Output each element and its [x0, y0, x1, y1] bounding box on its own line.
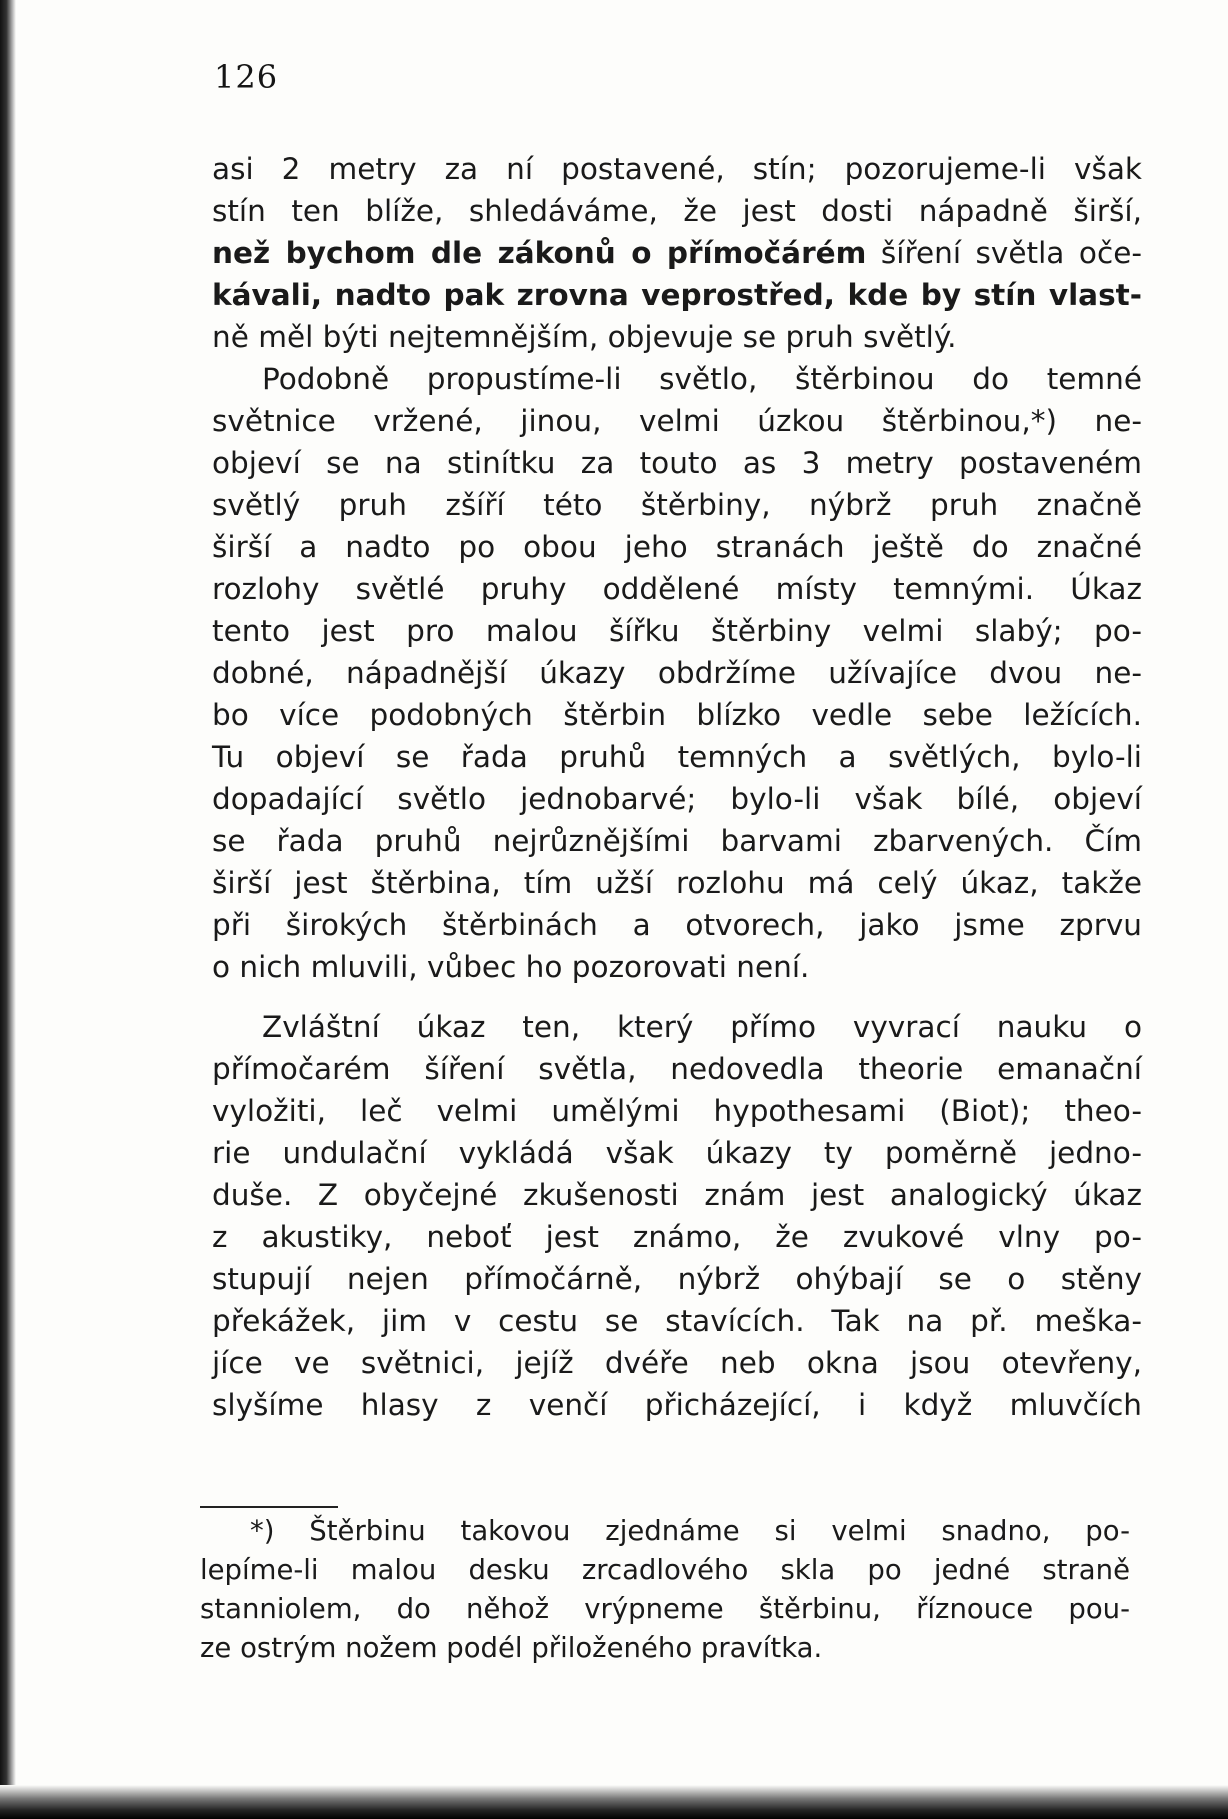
bold-text-run: než bychom dle zákonů o přímočárém: [212, 236, 867, 270]
text-line: z akustiky, neboť jest známo, že zvukové vlny po-: [212, 1220, 1142, 1254]
text-line: jíce ve světnici, jejíž dvéře neb okna jsou otevřeny,: [212, 1346, 1142, 1380]
text-line: [212, 274, 1142, 316]
text-line: slyšíme hlasy z venčí přicházející, i když mluvčích: [212, 1388, 1142, 1422]
text-line: dobné, nápadnější úkazy obdržíme užívajíce dvou ne-: [212, 656, 1142, 690]
text-line: rozlohy světlé pruhy oddělené místy temnými. Úkaz: [212, 572, 1142, 606]
text-line: světlý pruh zšíří této štěrbiny, nýbrž pruh značně: [212, 488, 1142, 522]
footnote-line: stanniolem, do něhož vrýpneme štěrbinu, říznouce pou-: [200, 1593, 1130, 1625]
text-line: asi 2 metry za ní postavené, stín; pozorujeme-li však: [212, 152, 1142, 186]
bold-text-run: kávali, nadto pak zrovna veprostřed, kde by stín vlast-: [212, 278, 1142, 312]
text-line: Tu objeví se řada pruhů temných a světlých, bylo-li: [212, 740, 1142, 774]
text-line: rie undulační vykládá však úkazy ty poměrně jedno-: [212, 1136, 1142, 1170]
footnote-line: *) Štěrbinu takovou zjednáme si velmi snadno, po-: [250, 1515, 1130, 1547]
text-line: bo více podobných štěrbin blízko vedle sebe ležících.: [212, 698, 1142, 732]
text-line: objeví se na stinítku za touto as 3 metry postaveném: [212, 446, 1142, 480]
text-line: přímočarém šíření světla, nedovedla theorie emanační: [212, 1052, 1142, 1086]
page-edge-shadow-bottom: [0, 1785, 1228, 1819]
text-line: světnice vržené, jinou, velmi úzkou štěrbinou,*) ne-: [212, 404, 1142, 438]
text-line: širší jest štěrbina, tím užší rozlohu má celý úkaz, takže: [212, 866, 1142, 900]
text-line: [212, 232, 1142, 274]
footnote-line: lepíme-li malou desku zrcadlového skla po jedné straně: [200, 1554, 1130, 1586]
footnote: [200, 1512, 1130, 1668]
text-line: širší a nadto po obou jeho stranách ještě do značné: [212, 530, 1142, 564]
text-line: překážek, jim v cestu se stavících. Tak na př. meška-: [212, 1304, 1142, 1338]
page-number: 126: [214, 58, 279, 96]
text-line: o nich mluvili, vůbec ho pozorovati není.: [212, 950, 810, 984]
body-text: [212, 148, 1142, 1426]
text-line: stupují nejen přímočárně, nýbrž ohýbají se o stěny: [212, 1262, 1142, 1296]
text-line: se řada pruhů nejrůznějšími barvami zbarvených. Čím: [212, 824, 1142, 858]
page-edge-shadow-left: [0, 0, 16, 1819]
text-run: šíření světla oče-: [866, 236, 1142, 270]
text-line: vyložiti, leč velmi umělými hypothesami (Biot); theo-: [212, 1094, 1142, 1128]
footnote-line: ze ostrým nožem podél přiloženého pravítka.: [200, 1632, 823, 1664]
text-line: stín ten blíže, shledáváme, že jest dosti nápadně širší,: [212, 194, 1142, 228]
footnote-divider: [200, 1506, 338, 1508]
text-line: tento jest pro malou šířku štěrbiny velmi slabý; po-: [212, 614, 1142, 648]
text-line: duše. Z obyčejné zkušenosti znám jest analogický úkaz: [212, 1178, 1142, 1212]
text-line: ně měl býti nejtemnějším, objevuje se pruh světlý.: [212, 320, 957, 354]
text-line: při širokých štěrbinách a otvorech, jako jsme zprvu: [212, 908, 1142, 942]
text-line: Podobně propustíme-li světlo, štěrbinou do temné: [262, 362, 1142, 396]
text-line: Zvláštní úkaz ten, který přímo vyvrací nauku o: [262, 1010, 1142, 1044]
text-line: dopadající světlo jednobarvé; bylo-li však bílé, objeví: [212, 782, 1142, 816]
paragraph-gap: [212, 988, 1142, 1006]
